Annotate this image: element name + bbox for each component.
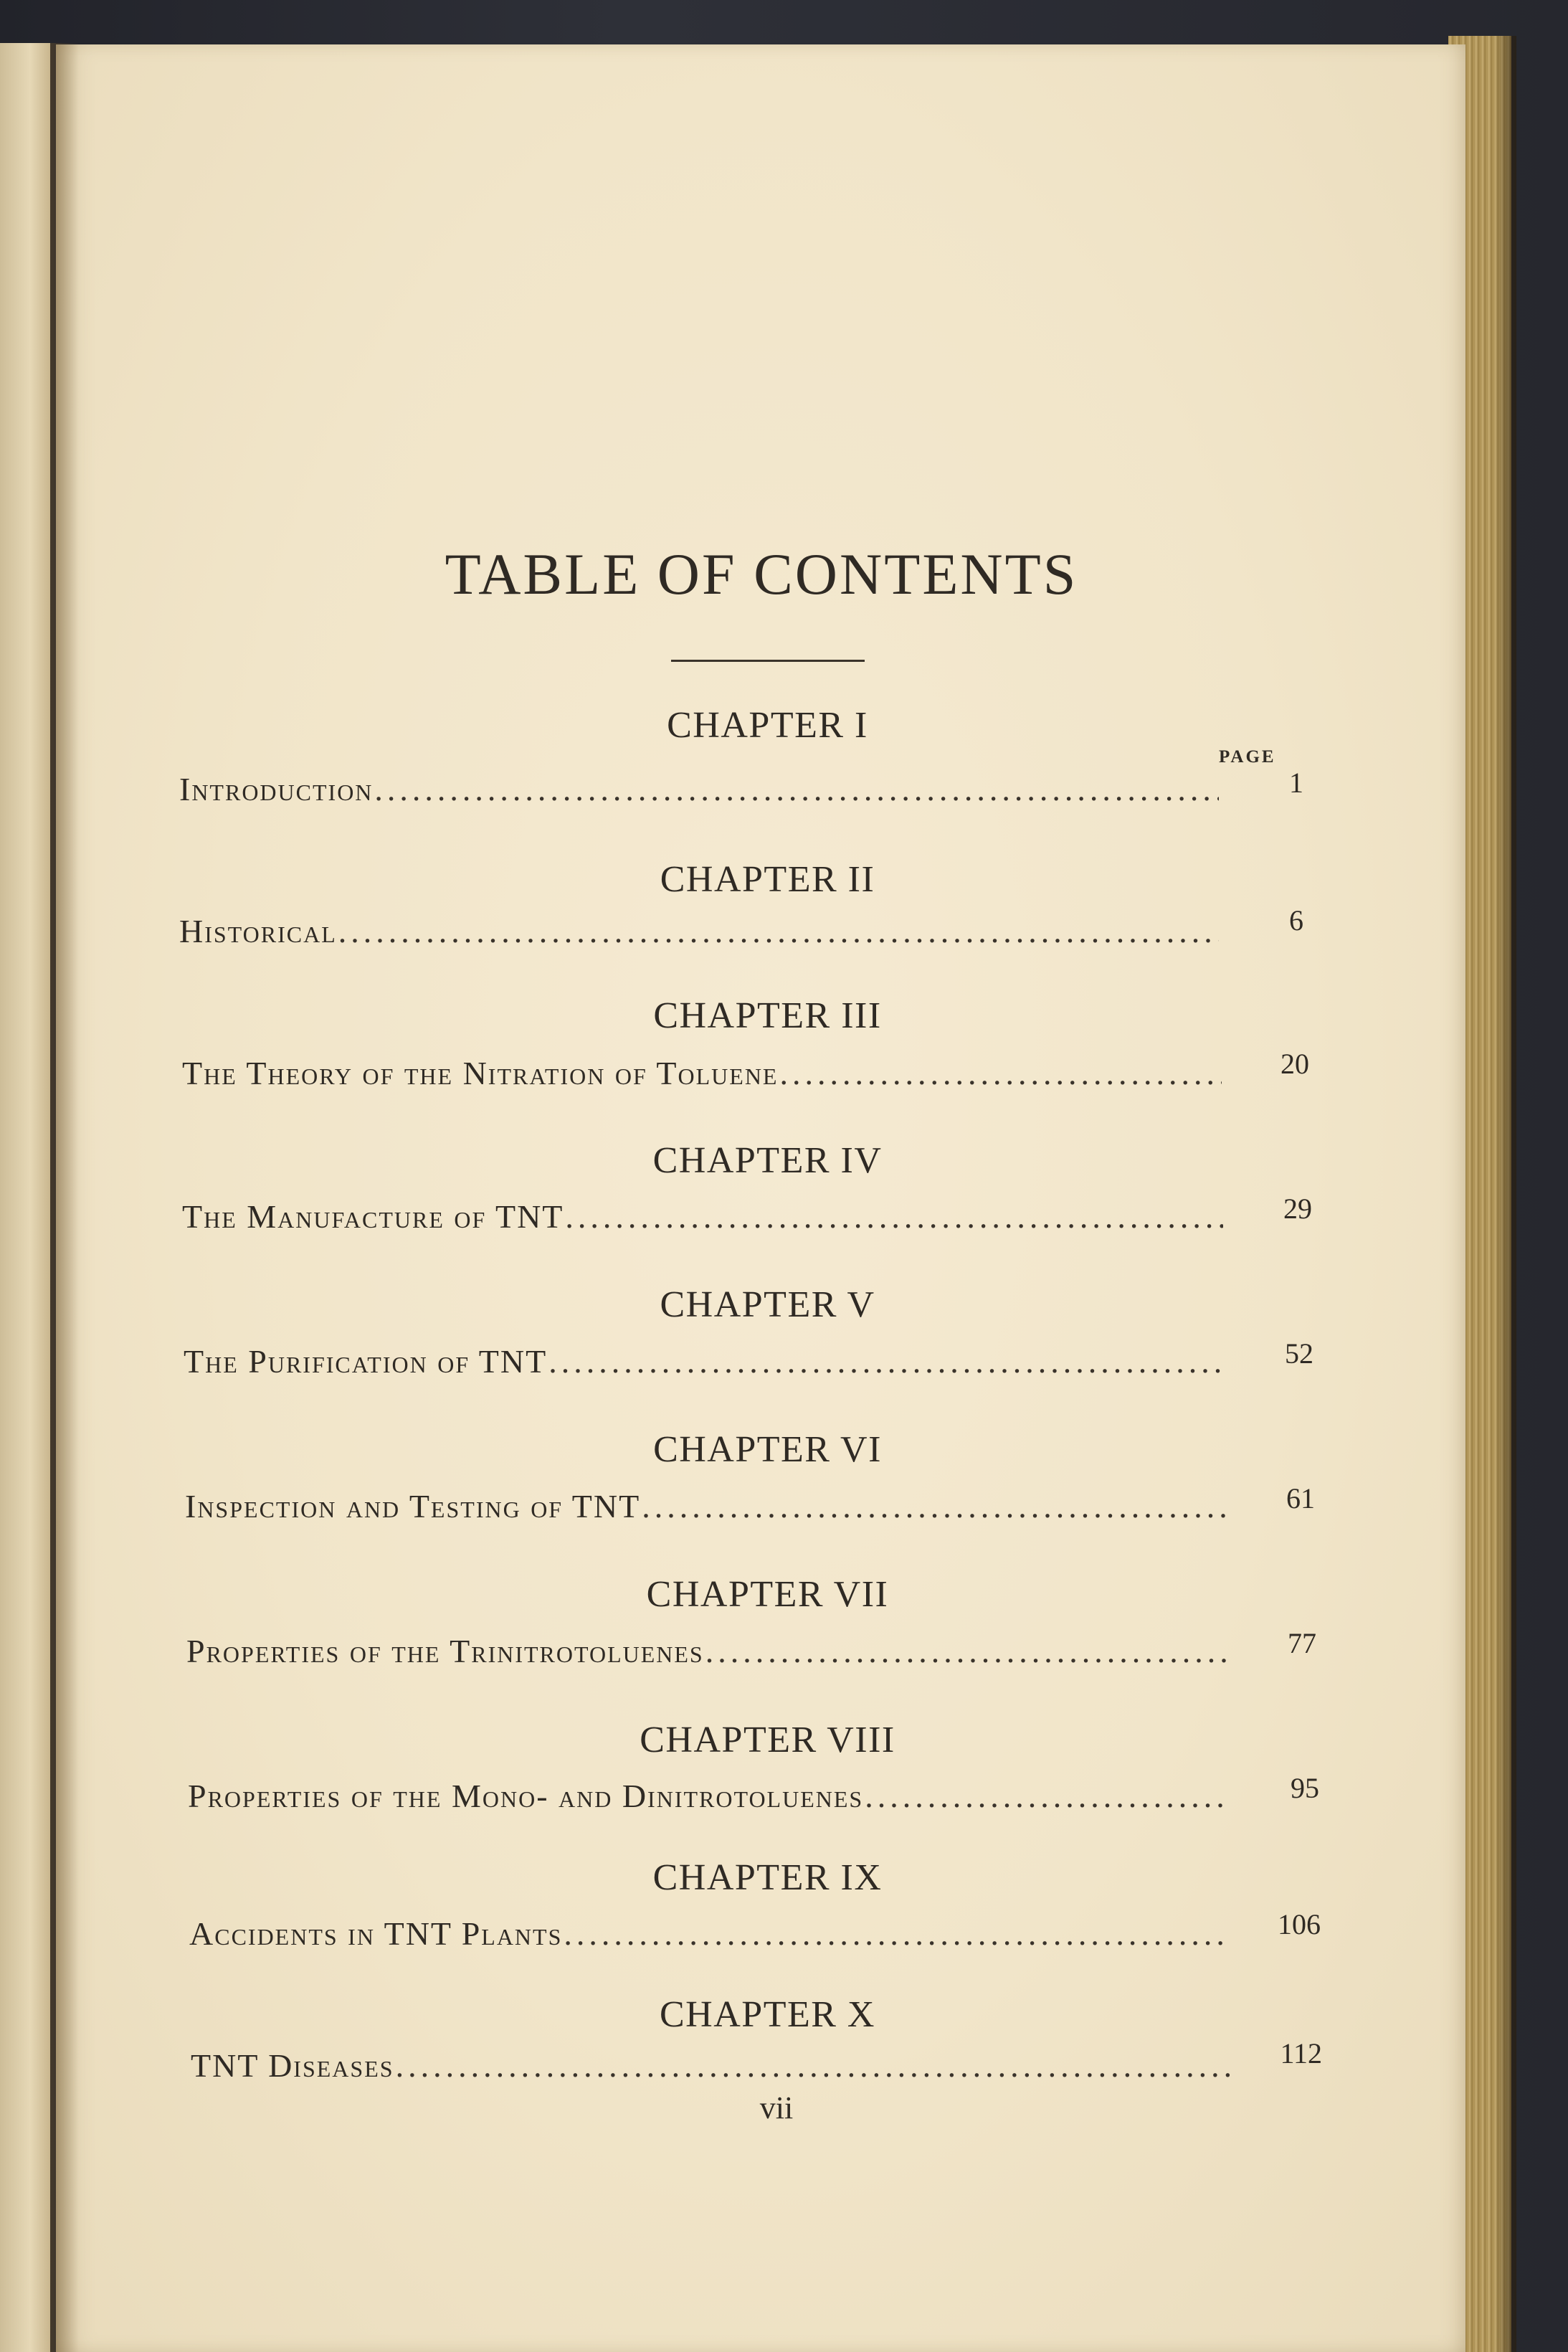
chapter-heading: CHAPTER II — [660, 859, 875, 900]
toc-entry[interactable] — [179, 912, 1219, 950]
leader-dots — [548, 1342, 1225, 1380]
toc-entry[interactable] — [189, 1915, 1230, 1953]
toc-entry[interactable] — [185, 1487, 1226, 1525]
page-edge-shadow — [1495, 36, 1516, 2352]
toc-page-number: 6 — [1289, 904, 1303, 936]
leader-dots — [865, 1777, 1229, 1815]
toc-entry[interactable] — [179, 770, 1219, 808]
toc-entry[interactable] — [182, 1054, 1222, 1092]
toc-page-number: 112 — [1280, 2037, 1322, 2069]
toc-entry[interactable] — [188, 1777, 1229, 1815]
chapter-heading: CHAPTER VI — [653, 1429, 882, 1470]
page-folio: vii — [759, 2090, 794, 2125]
toc-page-number: 77 — [1288, 1627, 1316, 1659]
toc-entry-title: The Purification of TNT — [184, 1343, 548, 1380]
toc-entry-title: The Theory of the Nitration of Toluene — [182, 1055, 779, 1091]
chapter-heading: CHAPTER VIII — [640, 1720, 895, 1760]
toc-entry-title: Properties of the Trinitrotoluenes — [186, 1633, 704, 1669]
toc-entry-title: Properties of the Mono- and Dinitrotoluenes — [188, 1778, 864, 1814]
leader-dots — [565, 1198, 1223, 1236]
toc-entry[interactable] — [186, 1632, 1227, 1670]
toc-page-number: 29 — [1283, 1192, 1312, 1225]
page-title: TABLE OF CONTENTS — [445, 541, 1078, 607]
leader-dots — [642, 1487, 1226, 1525]
toc-page-number: 1 — [1289, 767, 1303, 799]
book-page — [56, 44, 1465, 2352]
toc-page-number: 106 — [1278, 1908, 1321, 1940]
chapter-heading: CHAPTER VII — [646, 1574, 889, 1615]
toc-page-number: 95 — [1291, 1772, 1319, 1804]
leader-dots — [705, 1632, 1227, 1670]
facing-page-edge — [0, 43, 50, 2352]
toc-entry-title: Accidents in TNT Plants — [189, 1915, 563, 1952]
title-rule — [671, 660, 865, 662]
leader-dots — [338, 912, 1219, 950]
toc-entry-title: Introduction — [179, 771, 374, 807]
page-column-label: PAGE — [1219, 747, 1276, 767]
toc-entry[interactable] — [182, 1198, 1223, 1236]
chapter-heading: CHAPTER IV — [652, 1140, 883, 1181]
toc-page-number: 61 — [1286, 1482, 1315, 1514]
toc-page-number: 20 — [1280, 1048, 1309, 1080]
leader-dots — [374, 770, 1219, 808]
toc-entry-title: Historical — [179, 913, 337, 949]
leader-dots — [779, 1054, 1222, 1092]
toc-entry-title: Inspection and Testing of TNT — [185, 1488, 641, 1524]
chapter-heading: CHAPTER I — [667, 705, 868, 746]
toc-page-number: 52 — [1285, 1337, 1313, 1370]
chapter-heading: CHAPTER IX — [652, 1857, 883, 1898]
chapter-heading: CHAPTER V — [660, 1284, 875, 1325]
chapter-heading: CHAPTER X — [660, 1994, 875, 2035]
gutter-shadow — [50, 43, 79, 2352]
leader-dots — [564, 1915, 1230, 1953]
chapter-heading: CHAPTER III — [653, 995, 882, 1036]
toc-entry[interactable] — [184, 1342, 1225, 1380]
leader-dots — [396, 2047, 1232, 2085]
toc-entry-title: The Manufacture of TNT — [182, 1198, 564, 1235]
toc-entry[interactable] — [191, 2047, 1232, 2085]
toc-entry-title: TNT Diseases — [191, 2047, 394, 2084]
